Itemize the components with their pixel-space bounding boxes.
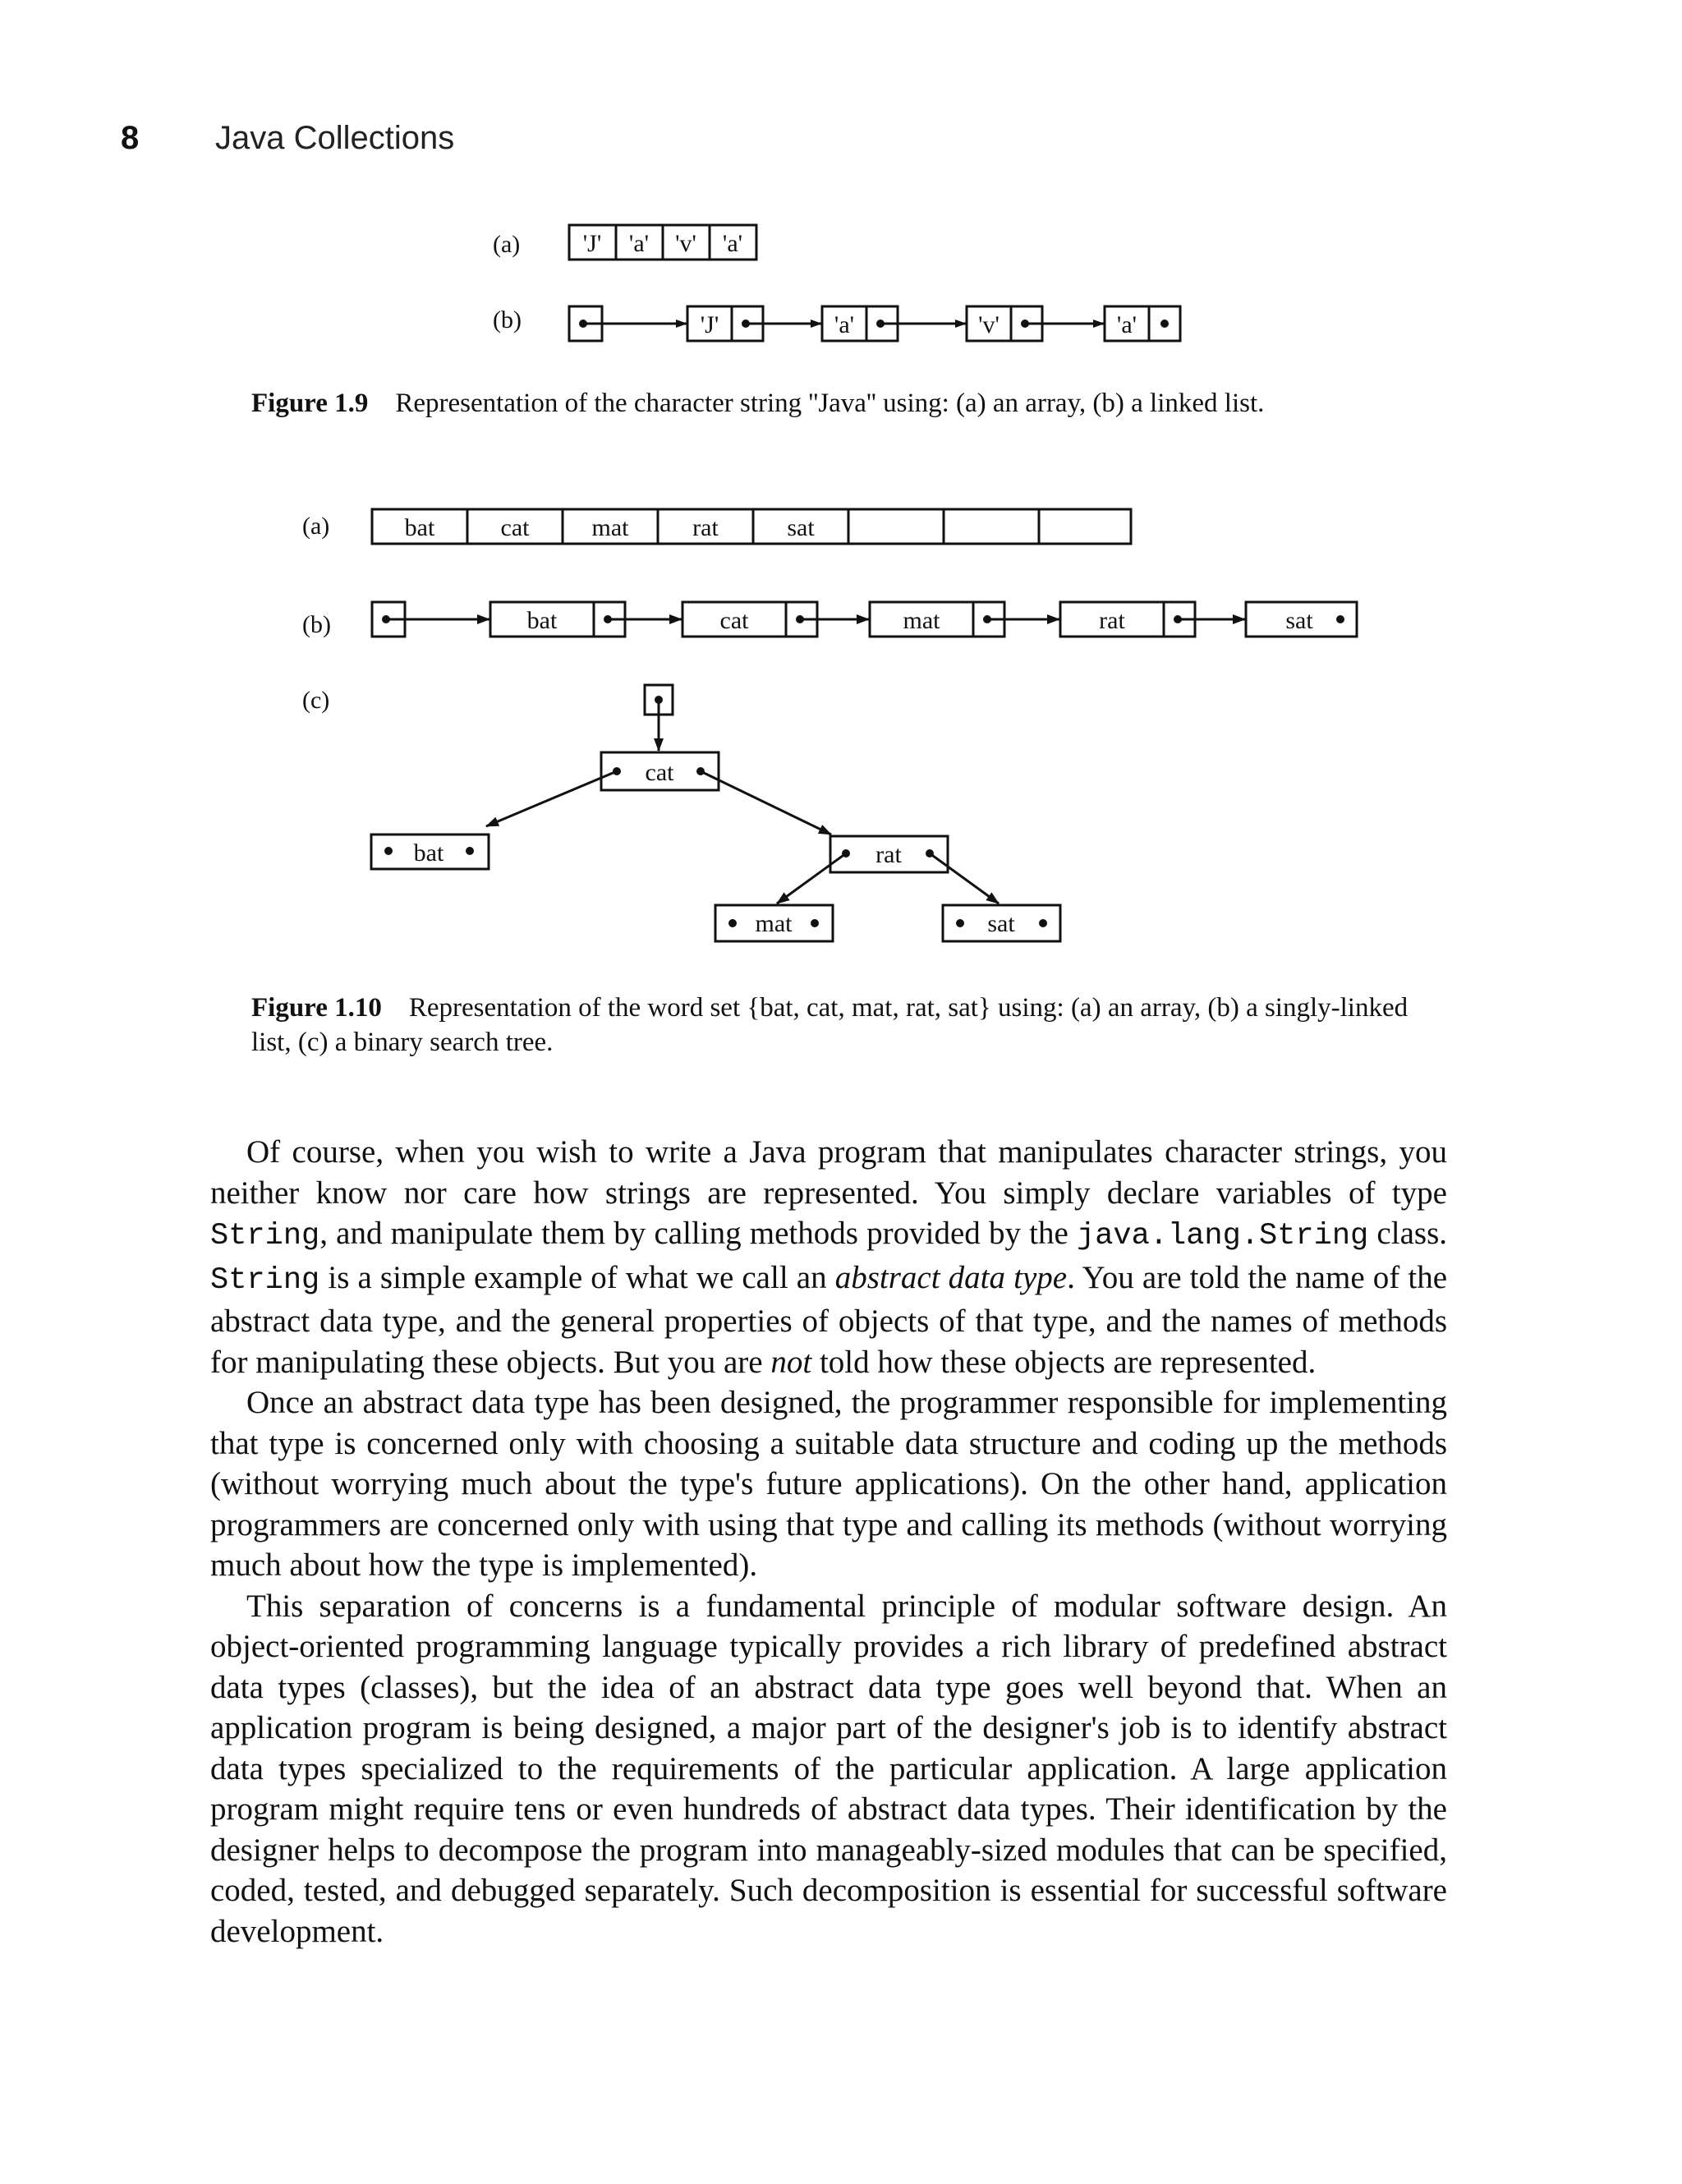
fig10-tree-label: (c) (302, 687, 330, 714)
tree-right-right: sat (987, 910, 1015, 937)
paragraph-3: This separation of concerns is a fundamental principle of modular software design. An object-oriented programming language typically provides a rich library of predefined abstract data types (classes), but the idea of an abstract data type goes well beyond that. When an application program is being designed, a major part of the designer's job is to identify abstract data types specialized to the requirements of the particular application. A large application program might require tens or even hundreds of abstract data types. Their identification by the designer helps to decompose the program into manageably-sized modules that can be specified, coded, tested, and debugged separately. Such decomposition is essential for successful software development. (210, 1588, 1447, 1949)
fig10-node-value: rat (1099, 607, 1125, 634)
text-run: Of course, when you wish to write a Java program that manipulates character strings, you neither know nor care how strings are represented. You simply declare variables of type (210, 1134, 1447, 1211)
fig10-tree (371, 685, 1060, 941)
figure-1-10-caption (251, 991, 1450, 1060)
figure-label: Figure 1.9 (251, 389, 369, 418)
caption-text: Representation of the word set {bat, cat, mat, rat, sat} using: (a) an array, (b) a singly-linked list, (c) a binary search tree. (251, 993, 1409, 1057)
body-text (210, 1132, 1447, 1952)
code-string: String (210, 1219, 320, 1253)
text-run: . You are told the name of the abstract data type, and the general properties of objects of that type, and the names of methods for manipulating these objects. But you are (210, 1259, 1447, 1380)
tree-right-left: mat (755, 910, 793, 937)
fig9-array-cell: 'v' (675, 230, 696, 257)
fig9-node-value: 'a' (834, 311, 855, 338)
tree-left: bat (413, 839, 444, 867)
code-string: String (210, 1262, 320, 1298)
fig9-linked-list (569, 306, 1180, 341)
fig10-array-cell: cat (500, 514, 530, 541)
figure-1-9-caption (251, 386, 1450, 421)
fig9-array-cell: 'a' (628, 230, 650, 257)
fig10-node-value: bat (526, 607, 558, 634)
paragraph-2: Once an abstract data type has been designed, the programmer responsible for implementing that type is concerned only with choosing a suitable data structure and coding up the methods (without worrying much about the type's future applications). On the other hand, application programmers are concerned only with using that type and calling its methods (without worrying much about how the type is implemented). (210, 1385, 1447, 1583)
figure-1-9-diagram (0, 0, 1682, 386)
text-run: class. (1368, 1216, 1447, 1251)
code-java-lang-string: java.lang.String (1076, 1219, 1369, 1253)
figure-label: Figure 1.10 (251, 993, 382, 1023)
text-run: told how these objects are represented. (811, 1344, 1317, 1380)
fig10-array (372, 509, 1131, 544)
fig9-array-cell: 'a' (722, 230, 743, 257)
tree-root: cat (645, 759, 674, 786)
text-run: is a simple example of what we call an (319, 1259, 835, 1295)
fig9-array-cell: 'J' (582, 230, 602, 257)
tree-right: rat (875, 841, 902, 868)
fig10-array-label: (a) (302, 513, 330, 540)
fig10-linked-list (372, 602, 1357, 637)
fig10-array-cell: sat (787, 514, 815, 541)
emphasis-abstract-data-type: abstract data type (834, 1259, 1068, 1295)
fig9-node-value: 'v' (978, 311, 1000, 338)
emphasis-not: not (770, 1344, 812, 1380)
fig9-list-label: (b) (493, 306, 522, 333)
fig10-node-value: cat (719, 607, 749, 634)
fig9-array-label: (a) (493, 231, 521, 258)
fig9-array (569, 225, 756, 260)
paragraph-1 (210, 1132, 1447, 1382)
fig10-array-cell: rat (692, 514, 719, 541)
fig9-node-value: 'a' (1116, 311, 1137, 338)
page-number: 8 (121, 120, 140, 156)
fig10-node-value: sat (1285, 607, 1313, 634)
fig9-node-value: 'J' (700, 311, 719, 338)
figure-1-10-diagram (0, 460, 1682, 969)
fig10-list-label: (b) (302, 611, 331, 638)
fig10-array-cell: mat (591, 514, 629, 541)
fig10-node-value: mat (903, 607, 940, 634)
fig10-array-cell: bat (404, 514, 435, 541)
running-header: Java Collections (215, 120, 455, 156)
text-run: , and manipulate them by calling methods provided by the (319, 1216, 1077, 1251)
caption-text: Representation of the character string ''Java'' using: (a) an array, (b) a linked list. (395, 389, 1265, 418)
